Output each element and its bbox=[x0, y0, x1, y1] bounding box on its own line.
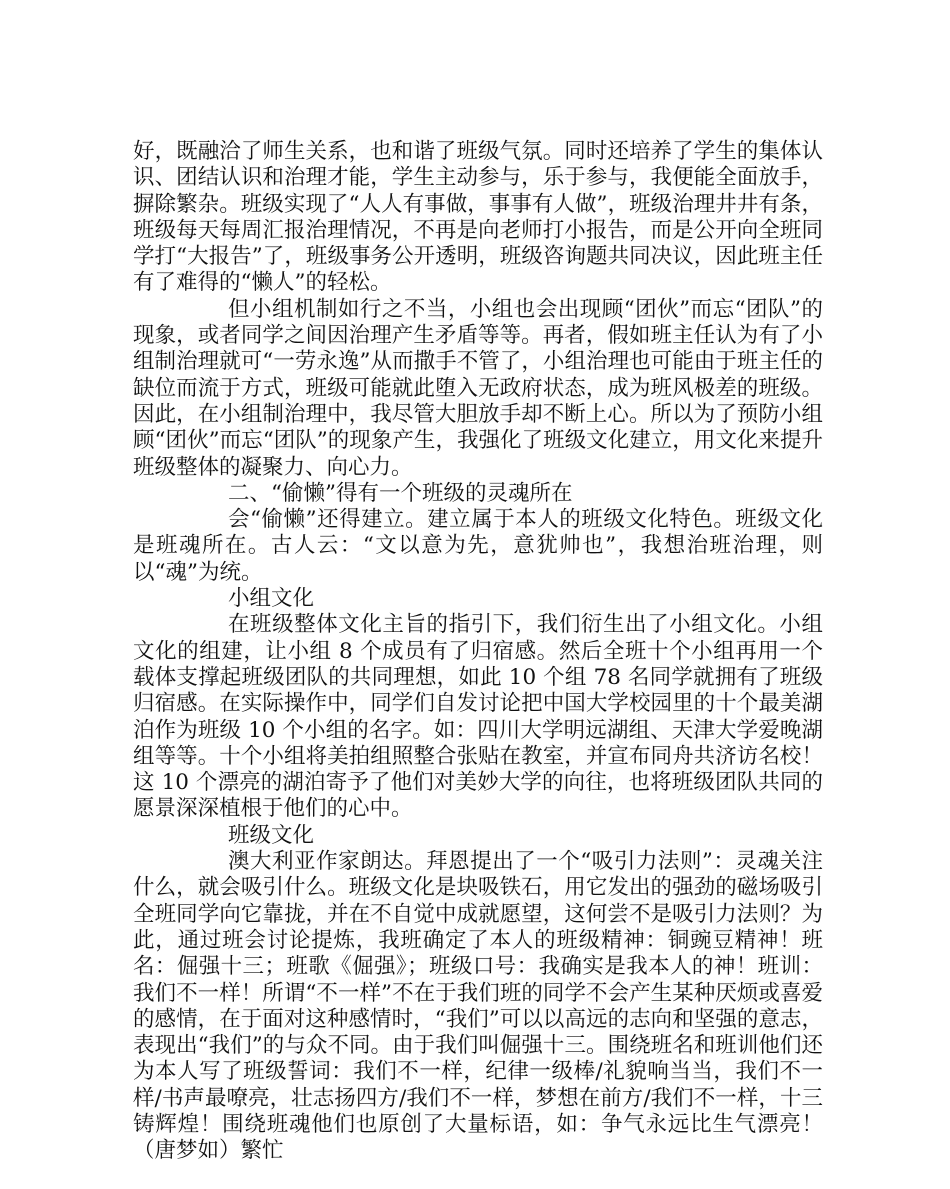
section-heading-class-soul: 二、“偷懒”得有一个班级的灵魂所在 bbox=[228, 480, 573, 506]
paragraph-group-risk: 但小组机制如行之不当，小组也会出现顾“团伙”而忘“团队”的现象，或者同学之间因治理产生矛盾等等。再者，假如班主任认为有了小组制治理就可“一劳永逸”从而撒手不管了，小组治理也可能由于班主任的缺位而流于方式，班级可能就此堕入无政府状态，成为班风极差的班级。因此，在小组制治理中，我尽管大胆放手却不断上心。所以为了预防小组顾“团伙”而忘“团队”的现象产生，我强化了班级文化建立，用文化来提升班级整体的凝聚力、向心力。 bbox=[133, 296, 823, 480]
document-body bbox=[133, 139, 823, 1165]
paragraph-class-culture-intro: 会“偷懒”还得建立。建立属于本人的班级文化特色。班级文化是班魂所在。古人云：“文以意为先，意犹帅也”，我想治班治理，则以“魂”为统。 bbox=[133, 507, 823, 585]
paragraph-intro-continued: 好，既融洽了师生关系，也和谐了班级气氛。同时还培养了学生的集体认识、团结认识和治理才能，学生主动参与，乐于参与，我便能全面放手，摒除繁杂。班级实现了“人人有事做，事事有人做”，班级治理井井有条，班级每天每周汇报治理情况，不再是向老师打小报告，而是公开向全班同学打“大报告”了，班级事务公开透明，班级咨询题共同决议，因此班主任有了难得的“懒人”的轻松。 bbox=[133, 139, 823, 296]
subheading-class-culture: 班级文化 bbox=[228, 822, 315, 848]
subheading-group-culture: 小组文化 bbox=[228, 586, 315, 612]
paragraph-group-culture: 在班级整体文化主旨的指引下，我们衍生出了小组文化。小组文化的组建，让小组 8 个成员有了归宿感。然后全班十个小组再用一个载体支撑起班级团队的共同理想，如此 10 个组 78 名同学就拥有了班级归宿感。在实际操作中，同学们自发讨论把中国大学校园里的十个最美湖泊作为班级 10 个小组的名字。如：四川大学明远湖组、天津大学爱晚湖组等等。十个小组将美拍组照整合张贴在教室，并宣布同舟共济访名校！这 10 个漂亮的湖泊寄予了他们对美妙大学的向往，也将班级团队共同的愿景深深植根于他们的心中。 bbox=[133, 612, 823, 822]
paragraph-class-culture: 澳大利亚作家朗达。拜恩提出了一个“吸引力法则”：灵魂关注什么，就会吸引什么。班级文化是块吸铁石，用它发出的强劲的磁场吸引全班同学向它靠拢，并在不自觉中成就愿望，这何尝不是吸引力法则？为此，通过班会讨论提炼，我班确定了本人的班级精神：铜豌豆精神！班名：倔强十三；班歌《倔强》；班级口号：我确实是我本人的神！班训：我们不一样！所谓“不一样”不在于我们班的同学不会产生某种厌烦或喜爱的感情，在于面对这种感情时，“我们”可以以高远的志向和坚强的意志，表现出“我们”的与众不同。由于我们叫倔强十三。围绕班名和班训他们还为本人写了班级誓词：我们不一样，纪律一级棒/礼貌响当当，我们不一样/书声最嘹亮，壮志扬四方/我们不一样，梦想在前方/我们不一样，十三铸辉煌！围绕班魂他们也原创了大量标语，如：争气永远比生气漂亮！（唐梦如）繁忙 bbox=[133, 849, 823, 1164]
